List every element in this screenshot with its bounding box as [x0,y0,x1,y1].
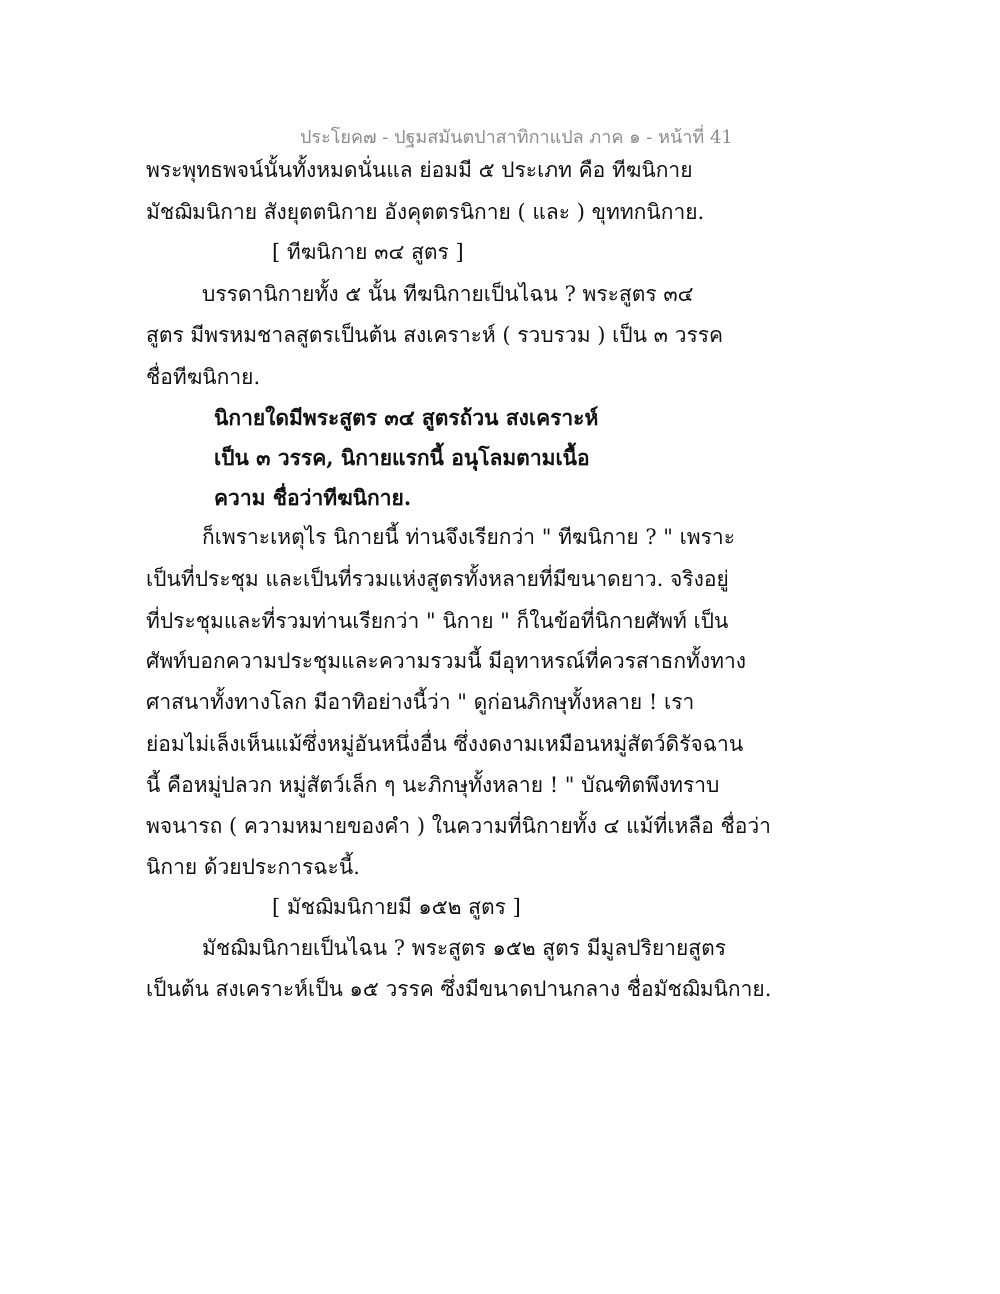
body-line: นิกาย ด้วยประการฉะนี้. [146,855,360,879]
running-header: ประโยค๗ - ปฐมสมันตปาสาทิกาแปล ภาค ๑ - หน้าที่ 41 [300,127,733,148]
body-line: เป็นที่ประชุม และเป็นที่รวมแห่งสูตรทั้งหลายที่มีขนาดยาว. จริงอยู่ [146,567,729,591]
body-line: บรรดานิกายทั้ง ๕ นั้น ทีฆนิกายเป็นไฉน ? พระสูตร ๓๔ [202,282,694,306]
section-heading: [ มัชฌิมนิกายมี ๑๕๒ สูตร ] [272,895,521,919]
body-line: พระพุทธพจน์นั้นทั้งหมดนั่นแล ย่อมมี ๕ ประเภท คือ ทีฆนิกาย [146,158,693,182]
body-line: เป็นต้น สงเคราะห์เป็น ๑๕ วรรค ซึ่งมีขนาดปานกลาง ชื่อมัชฌิมนิกาย. [146,977,772,1001]
body-line: พจนารถ ( ความหมายของคำ ) ในความที่นิกายทั้ง ๔ แม้ที่เหลือ ชื่อว่า [146,814,771,838]
body-line: ที่ประชุมและที่รวมท่านเรียกว่า " นิกาย " ก็ในข้อที่นิกายศัพท์ เป็น [146,609,729,633]
body-line: ก็เพราะเหตุไร นิกายนี้ ท่านจึงเรียกว่า " ทีฆนิกาย ? " เพราะ [202,525,735,549]
body-line: สูตร มีพรหมชาลสูตรเป็นต้น สงเคราะห์ ( รวบรวม ) เป็น ๓ วรรค [146,323,724,347]
verse-line: ความ ชื่อว่าทีฆนิกาย. [214,485,412,510]
body-line: ศาสนาทั้งทางโลก มีอาทิอย่างนี้ว่า " ดูก่อนภิกษุทั้งหลาย ! เรา [146,690,695,714]
verse-line: เป็น ๓ วรรค, นิกายแรกนี้ อนุโลมตามเนื้อ [214,445,590,470]
body-line: ย่อมไม่เล็งเห็นแม้ซึ่งหมู่อันหนึ่งอื่น ซึ่งงดงามเหมือนหมู่สัตว์ดิรัจฉาน [146,732,744,756]
body-line: ศัพท์บอกความประชุมและความรวมนี้ มีอุทาหรณ์ที่ควรสาธกทั้งทาง [146,649,747,673]
body-line: มัชฌิมนิกายเป็นไฉน ? พระสูตร ๑๕๒ สูตร มีมูลปริยายสูตร [202,936,727,960]
body-line: ชื่อทีฆนิกาย. [146,365,261,389]
section-heading: [ ทีฆนิกาย ๓๔ สูตร ] [272,240,464,264]
body-line: มัชฌิมนิกาย สังยุตตนิกาย อังคุตตรนิกาย ( และ ) ขุททกนิกาย. [146,200,705,224]
body-line: นี้ คือหมู่ปลวก หมู่สัตว์เล็ก ๆ นะภิกษุทั้งหลาย ! " บัณฑิตพึงทราบ [146,773,720,797]
verse-line: นิกายใดมีพระสูตร ๓๔ สูตรถ้วน สงเคราะห์ [214,405,599,430]
